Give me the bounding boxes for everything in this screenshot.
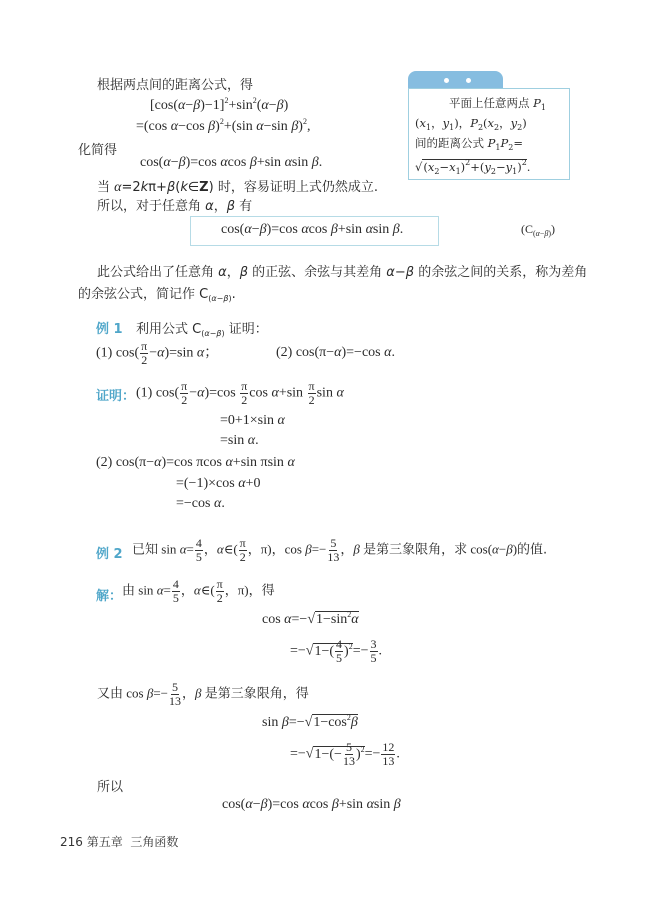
sin-beta-line-2: =−√1−(− $\frac{5}{13}$ )$^2$=− $\frac{12}{13}$ . [290, 740, 400, 768]
sidebar-note [408, 88, 570, 180]
example2-prompt: 已知 sin α= $\frac{4}{5}$ ，α∈( $\frac{\pi}{2}$ ，π)，cos β=− $\frac{5}{13}$ ，β 是第三象限角，求 cos(α−β)的值. [132, 536, 548, 564]
note-dot-icon [466, 78, 471, 83]
derivation-line-1: $[\cos(\alpha-\beta)-1]^2+\sin^2(\alpha-\beta)$ [150, 96, 289, 113]
simplified-formula: cos(α−β)=cos αcos β+sin αsin β. [140, 155, 323, 170]
example2-label: 例 2 [96, 547, 123, 562]
proof1-line-2: =0+1×sin α [220, 413, 285, 428]
solution-intro: 由 sin α= $\frac{4}{5}$ ，α∈( $\frac{\pi}{2}$ ，π)，得 [122, 577, 275, 605]
example1-prompt: 利用公式 $C_{(\alpha-\beta)}$ 证明： [136, 322, 268, 338]
proof1-line-1: (1) cos( $\frac{\pi}{2}$ −α)=cos $\frac{\pi}{2}$ cos α+sin $\frac{\pi}{2}$ sin α [136, 379, 344, 407]
example1-part1: (1) cos( $\frac{\pi}{2}$ −α)=sin α； [96, 339, 219, 367]
page-footer [60, 833, 178, 850]
conclusion-text: 所以，对于任意角 α，β 有 [97, 199, 253, 214]
description-line-2: 的余弦公式，简记作 $C_{(\alpha-\beta)}$. [78, 287, 236, 303]
note-line-3: 间的距离公式 $P_1P_2=$ [415, 136, 523, 152]
proof2-line-1: (2) cos(π−α)=cos πcos α+sin πsin α [96, 455, 295, 470]
main-formula-label: $(C_{(\alpha-\beta)})$ [521, 222, 556, 238]
derivation-intro: 根据两点间的距离公式，得 [97, 78, 254, 93]
example1-label: 例 1 [96, 322, 123, 337]
special-case: 当 α=2kπ+β(k∈Z) 时，容易证明上式仍然成立. [97, 180, 378, 195]
therefore-label: 所以 [97, 780, 124, 795]
beta-intro: 又由 cos β=− $\frac{5}{13}$ ，β 是第三象限角，得 [97, 680, 309, 708]
sin-beta-line-1: $\sin \beta=-√1-\cos^2\beta$ [262, 713, 358, 730]
note-dot-icon [444, 78, 449, 83]
proof2-line-3: =−cos α. [176, 496, 225, 511]
chapter-title: 三角函数 [130, 835, 179, 849]
note-line-2: ($x_1$，$y_1$)，$P_2(x_2$，$y_2$) [415, 116, 527, 132]
note-line-1: 平面上任意两点 $P_1$ [449, 96, 546, 112]
page-number: 216 [60, 835, 83, 849]
proof2-line-2: =(−1)×cos α+0 [176, 476, 261, 491]
proof-label: 证明： [96, 389, 136, 404]
main-formula: cos(α−β)=cos αcos β+sin αsin β. [221, 222, 404, 237]
solution-label: 解： [96, 589, 123, 604]
cos-alpha-line-1: $\cos \alpha=-√1-\sin^2\alpha$ [262, 610, 359, 627]
derivation-line-2: =(cos α−cos β)$^2$+(sin α−sin β)$^2$, [136, 117, 311, 134]
simplify-label: 化简得 [78, 143, 118, 158]
example1-part2: (2) cos(π−α)=−cos α. [276, 345, 395, 360]
proof1-line-3: =sin α. [220, 433, 259, 448]
note-tab [408, 71, 503, 89]
main-formula-box [190, 216, 439, 246]
final-formula: cos(α−β)=cos αcos β+sin αsin β [222, 797, 401, 812]
cos-alpha-line-2: =−√1−( $\frac{4}{5}$ )$^2$=− $\frac{3}{5}$ . [290, 637, 383, 665]
chapter-number: 第五章 [86, 835, 123, 849]
description-line-1: 此公式给出了任意角 α，β 的正弦、余弦与其差角 α−β 的余弦之间的关系，称为差角 [97, 265, 588, 280]
note-line-4: $√(x_2-x_1)^2+(y_2-y_1)^2$. [415, 158, 531, 176]
